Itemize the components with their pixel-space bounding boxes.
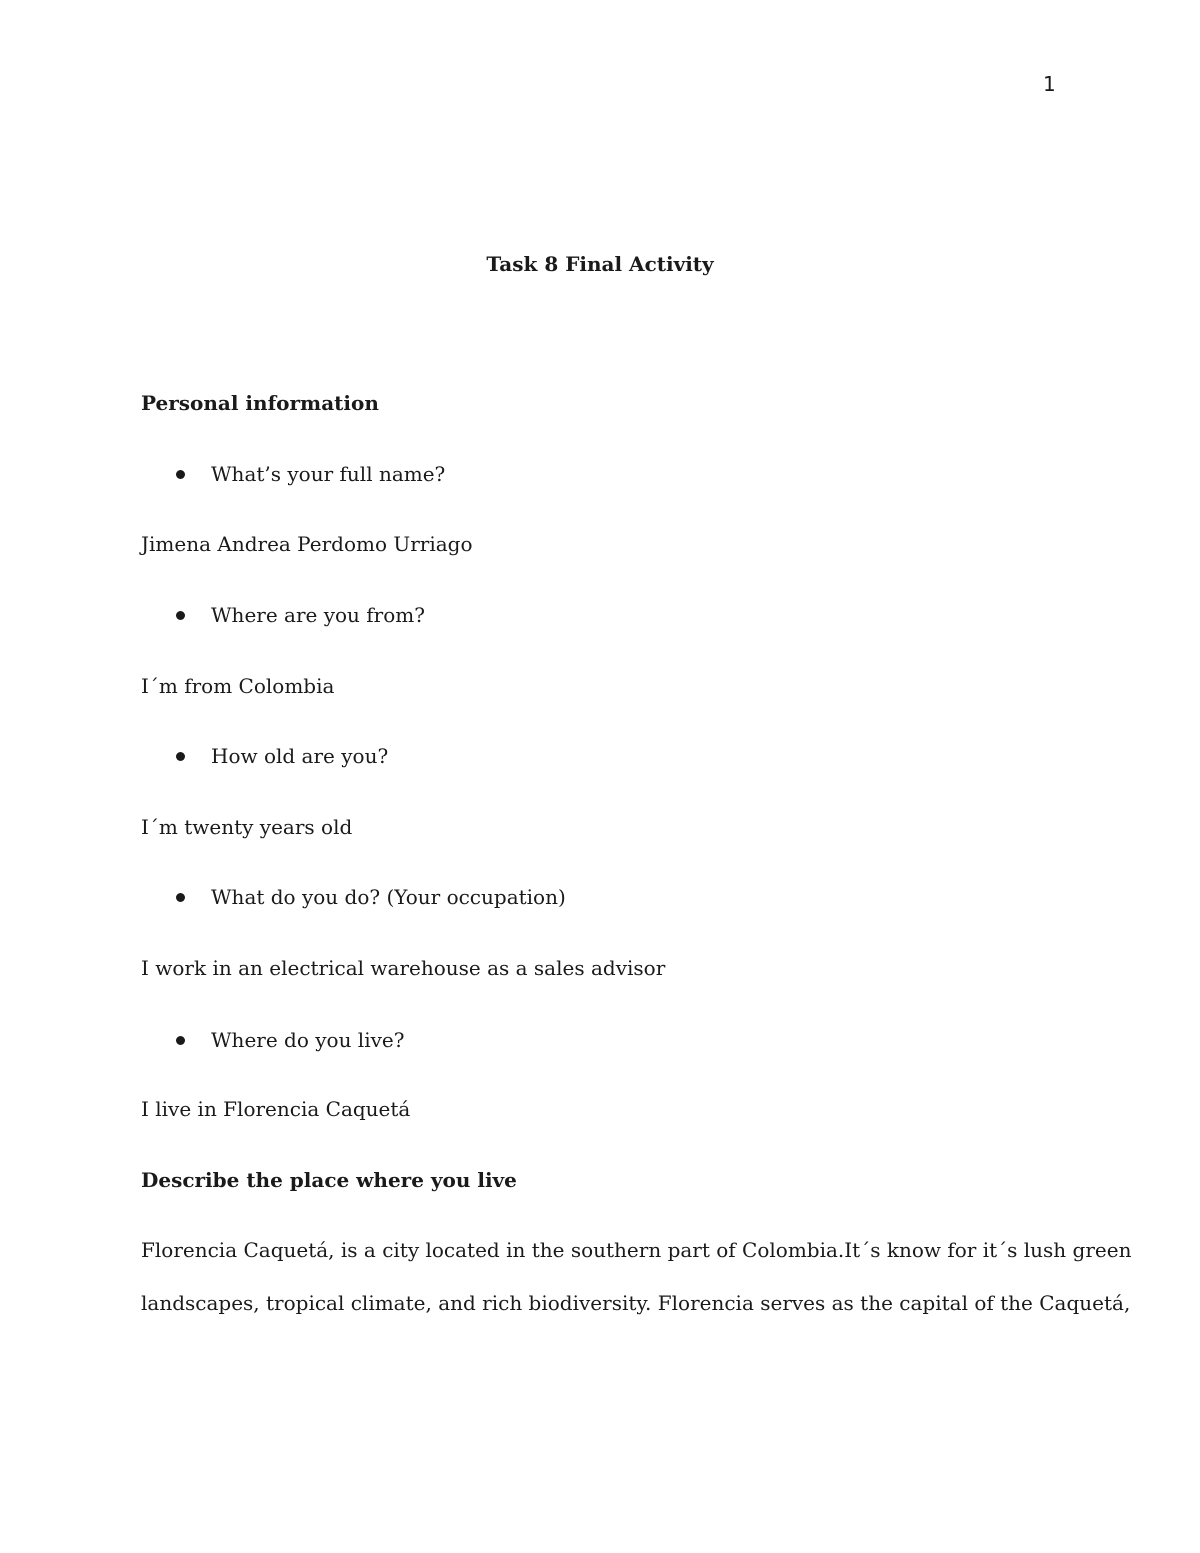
answer-text: I´m from Colombia	[141, 674, 335, 698]
bullet-dot-icon	[176, 1036, 185, 1045]
paragraph-line: Florencia Caquetá, is a city located in the southern part of Colombia.It´s know for it´s lush green	[141, 1238, 1132, 1262]
answer-text: Jimena Andrea Perdomo Urriago	[141, 532, 473, 556]
paragraph-line: landscapes, tropical climate, and rich biodiversity. Florencia serves as the capital of the Caquetá,	[141, 1291, 1131, 1315]
question-text: Where do you live?	[211, 1028, 405, 1052]
answer-text: I live in Florencia Caquetá	[141, 1097, 411, 1121]
bullet-dot-icon	[176, 611, 185, 620]
question-text: Where are you from?	[211, 603, 425, 627]
bullet-dot-icon	[176, 470, 185, 479]
document-title: Task 8 Final Activity	[486, 252, 714, 276]
bullet-dot-icon	[176, 752, 185, 761]
page-number: 1	[1043, 72, 1056, 96]
question-text: What do you do? (Your occupation)	[211, 885, 566, 909]
question-text: How old are you?	[211, 744, 389, 768]
section-heading-personal: Personal information	[141, 391, 379, 415]
question-text: What’s your full name?	[211, 462, 446, 486]
section-heading-place: Describe the place where you live	[141, 1168, 517, 1192]
bullet-dot-icon	[176, 893, 185, 902]
answer-text: I´m twenty years old	[141, 815, 353, 839]
answer-text: I work in an electrical warehouse as a sales advisor	[141, 956, 666, 980]
